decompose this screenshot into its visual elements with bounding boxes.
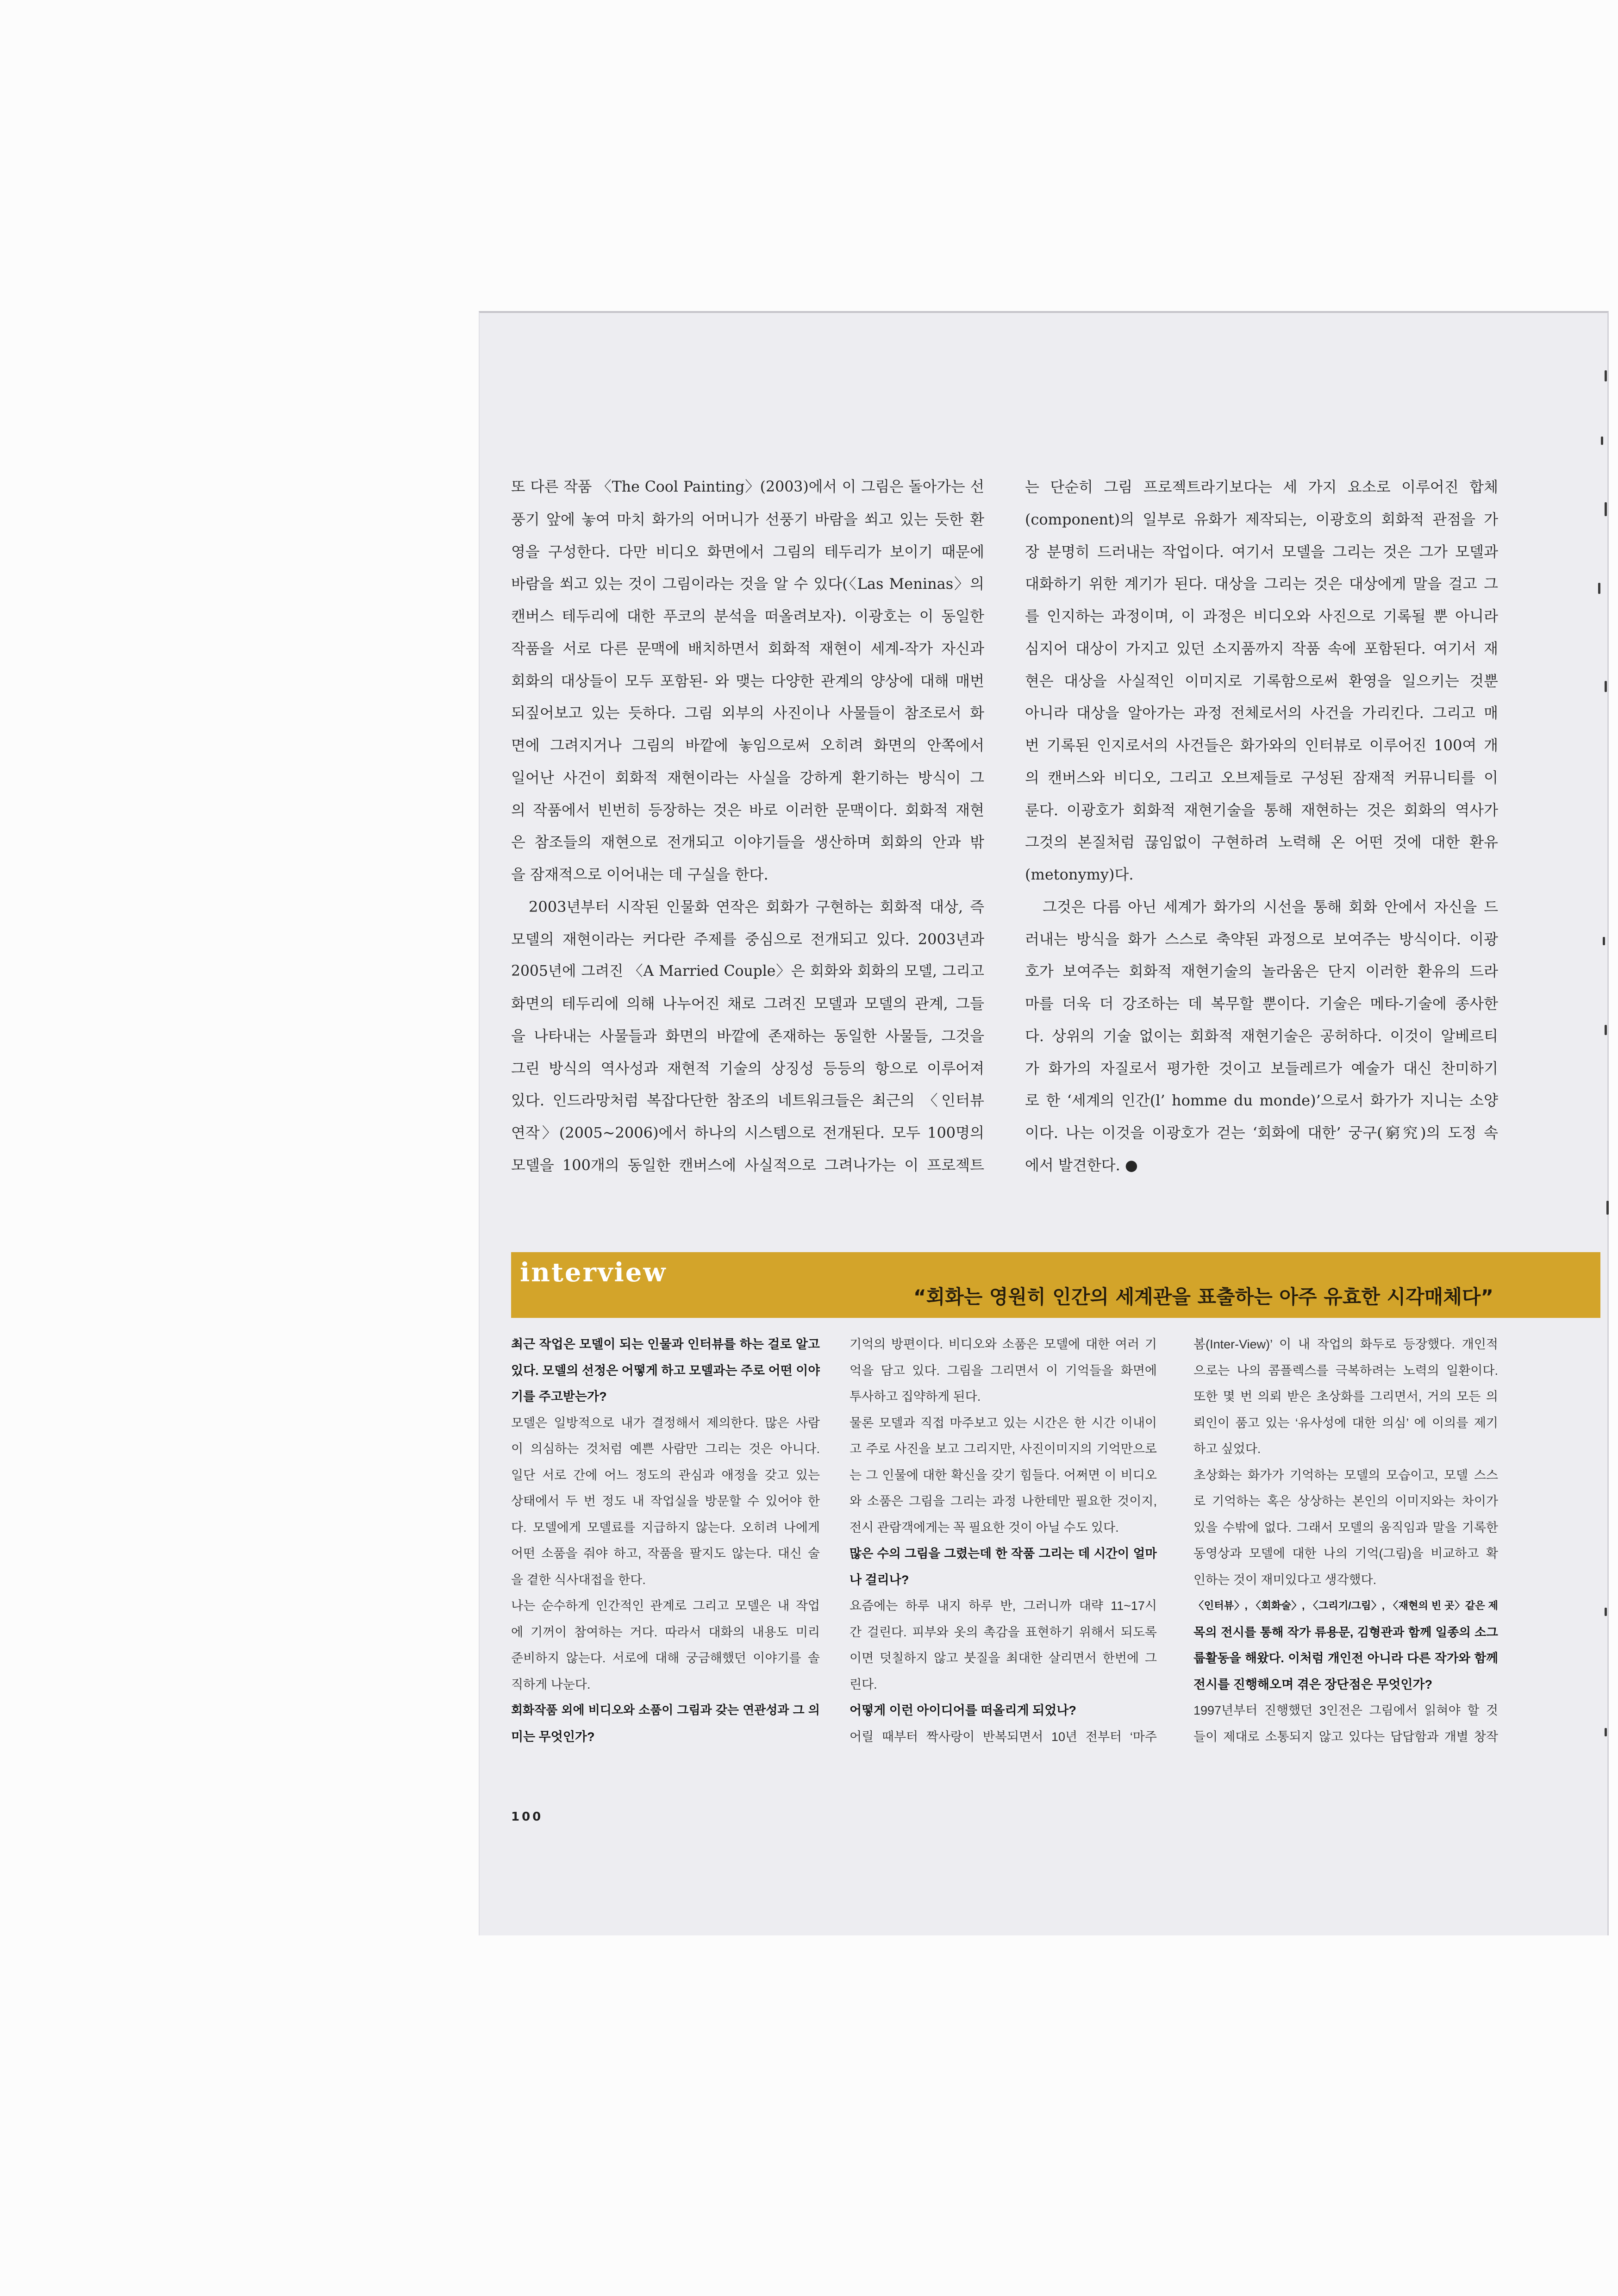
interview-answer-line: 투사하고 집약하게 된다. <box>850 1390 981 1404</box>
interview-banner <box>511 1252 1600 1318</box>
interview-answer-line: 모델은 일방적으로 내가 결정해서 제의한다. 많은 사람 <box>511 1416 820 1430</box>
interview-answer-line: 직하게 나눈다. <box>511 1677 591 1691</box>
article-line: 로 한 ‘세계의 인간(l’ homme du monde)’으로서 화가가 지니는 소양 <box>1025 1092 1498 1110</box>
interview-question-line: 미는 무엇인가? <box>511 1729 595 1744</box>
scan-artifact <box>1605 502 1607 516</box>
scan-artifact <box>1605 370 1607 381</box>
article-line: 연작〉(2005~2006)에서 하나의 시스템으로 전개된다. 모두 100명의 <box>511 1124 984 1142</box>
interview-answer-line: 있을 수밖에 없다. 그래서 모델의 움직임과 말을 기록한 <box>1193 1520 1498 1535</box>
article-line: 심지어 대상이 가지고 있던 소지품까지 작품 속에 포함된다. 여기서 재 <box>1025 639 1498 657</box>
interview-headline: “회화는 영원히 인간의 세계관을 표출하는 아주 유효한 시각매체다” <box>913 1285 1493 1308</box>
article-right-column <box>1025 471 1498 1182</box>
article-line: 일어난 사건이 회화적 재현이라는 사실을 강하게 환기하는 방식이 그 <box>511 768 984 786</box>
article-line: 풍기 앞에 놓여 마치 화가의 어머니가 선풍기 바람을 쐬고 있는 듯한 환 <box>511 510 984 528</box>
interview-question-line: 많은 수의 그림을 그렸는데 한 작품 그리는 데 시간이 얼마 <box>850 1547 1157 1560</box>
article-line: 회화의 대상들이 모두 포함된- 와 맺는 다양한 관계의 양상에 대해 매번 <box>511 672 984 690</box>
article-line: 모델을 100개의 동일한 캔버스에 사실적으로 그려나가는 이 프로젝트 <box>511 1156 984 1174</box>
interview-answer-line: 나는 순수하게 인간적인 관계로 그리고 모델은 내 작업 <box>511 1599 820 1613</box>
interview-answer-line: 상태에서 두 번 정도 내 작업실을 방문할 수 있어야 한 <box>511 1494 820 1508</box>
article-line: (metonymy)다. <box>1025 866 1134 883</box>
interview-answer-line: 물론 모델과 직접 마주보고 있는 시간은 한 시간 이내이 <box>850 1416 1157 1430</box>
interview-question-line: 기를 주고받는가? <box>511 1390 607 1404</box>
article-line: 대화하기 위한 계기가 된다. 대상을 그리는 것은 대상에게 말을 걸고 그 <box>1025 575 1498 593</box>
article-line: 또 다른 작품 〈The Cool Painting〉(2003)에서 이 그림은 돌아가는 선 <box>511 479 984 495</box>
interview-answer-line: 어떤 소품을 줘야 하고, 작품을 팔지도 않는다. 대신 술 <box>511 1547 820 1560</box>
interview-answer-line: 간 걸린다. 피부와 옷의 촉감을 표현하기 위해서 되도록 <box>850 1625 1157 1639</box>
article-line: 이다. 나는 이것을 이광호가 걷는 ‘회화에 대한’ 궁구(窮究)의 도정 속 <box>1025 1124 1498 1142</box>
article-line: 의 작품에서 빈번히 등장하는 것은 바로 이러한 문맥이다. 회화적 재현 <box>511 801 984 819</box>
article-line: (component)의 일부로 유화가 제작되는, 이광호의 회화적 관점을 가 <box>1025 510 1498 528</box>
interview-answer-line: 다. 모델에게 모델료를 지급하지 않는다. 오히려 나에게 <box>511 1520 820 1535</box>
interview-answer-line: 이 의심하는 것처럼 예쁜 사람만 그리는 것은 아니다. <box>511 1442 820 1456</box>
interview-question-line: 어떻게 이런 아이디어를 떠올리게 되었나? <box>850 1703 1076 1717</box>
article-left-column <box>511 471 984 1182</box>
interview-answer-line: 로 기억하는 혹은 상상하는 본인의 이미지와는 차이가 <box>1193 1494 1498 1508</box>
article-line: 캔버스 테두리에 대한 푸코의 분석을 떠올려보자). 이광호는 이 동일한 <box>511 607 984 625</box>
article-line: 호가 보여주는 회화적 재현기술의 놀라움은 단지 이러한 환유의 드라 <box>1025 962 1498 980</box>
article-line: 아니라 대상을 알아가는 과정 전체로서의 사건을 가리킨다. 그리고 매 <box>1025 704 1498 722</box>
interview-answer-line: 기억의 방편이다. 비디오와 소품은 모델에 대한 여러 기 <box>850 1337 1157 1351</box>
article-line: 을 나타내는 사물들과 화면의 바깥에 존재하는 동일한 사물들, 그것을 <box>511 1027 984 1045</box>
interview-answer-line: 일단 서로 간에 어느 정도의 관심과 애정을 갖고 있는 <box>511 1468 820 1482</box>
article-line: 면에 그려지거나 그림의 바깥에 놓임으로써 오히려 화면의 안쪽에서 <box>511 736 984 754</box>
interview-answer-line: 전시 관람객에게는 꼭 필요한 것이 아닐 수도 있다. <box>850 1520 1119 1535</box>
article-line: 그린 방식의 역사성과 재현적 기술의 상징성 등등의 항으로 이루어져 <box>511 1059 984 1077</box>
interview-answer-line: 을 곁한 식사대접을 한다. <box>511 1572 646 1587</box>
article-line: 되짚어보고 있는 듯하다. 그림 외부의 사진이나 사물들이 참조로서 화 <box>511 704 984 722</box>
interview-column-1 <box>511 1331 820 1750</box>
interview-answer-line: 봄(Inter-View)’ 이 내 작업의 화두로 등장했다. 개인적 <box>1193 1337 1498 1351</box>
interview-answer-line: 억을 담고 있다. 그림을 그리면서 이 기억들을 화면에 <box>850 1363 1157 1378</box>
scan-artifact <box>1605 1608 1607 1616</box>
article-line: 그것의 본질처럼 끊임없이 구현하려 노력해 온 어떤 것에 대한 환유 <box>1025 833 1498 851</box>
scan-artifact <box>1601 437 1603 445</box>
interview-question-line: 룹활동을 해왔다. 이처럼 개인전 아니라 다른 작가와 함께 <box>1193 1651 1498 1665</box>
article-line: 장 분명히 드러내는 작업이다. 여기서 모델을 그리는 것은 그가 모델과 <box>1025 543 1498 561</box>
article-line: 화면의 테두리에 의해 나누어진 채로 그려진 모델과 모델의 관계, 그들 <box>511 995 984 1012</box>
article-line: 는 단순히 그림 프로젝트라기보다는 세 가지 요소로 이루어진 합체 <box>1025 478 1498 496</box>
article-line: 번 기록된 인지로서의 사건들은 화가와의 인터뷰로 이루어진 100여 개 <box>1025 736 1498 754</box>
article-line: 러내는 방식을 화가 스스로 축약된 과정으로 보여주는 방식이다. 이광 <box>1025 930 1498 948</box>
interview-answer-line: 는 그 인물에 대한 확신을 갖기 힘들다. 어쩌면 이 비디오 <box>850 1468 1157 1482</box>
interview-answer-line: 뢰인이 품고 있는 ‘유사성에 대한 의심’ 에 이의를 제기 <box>1193 1416 1498 1430</box>
article-line: 다. 상위의 기술 없이는 회화적 재현기술은 공허하다. 이것이 알베르티 <box>1025 1027 1498 1045</box>
scan-artifact <box>1605 681 1607 692</box>
interview-answer-line: 동영상과 모델에 대한 나의 기억(그림)을 비교하고 확 <box>1193 1547 1498 1560</box>
interview-answer-line: 어릴 때부터 짝사랑이 반복되면서 10년 전부터 ‘마주 <box>850 1729 1157 1744</box>
scan-artifact <box>1605 1025 1607 1035</box>
article-line: 를 인지하는 과정이며, 이 과정은 비디오와 사진으로 기록될 뿐 아니라 <box>1025 607 1498 625</box>
interview-answer-line: 에 기꺼이 참여하는 거다. 따라서 대화의 내용도 미리 <box>511 1625 820 1639</box>
scan-artifact <box>1598 583 1600 594</box>
article-line: 룬다. 이광호가 회화적 재현기술을 통해 재현하는 것은 회화의 역사가 <box>1025 801 1498 819</box>
article-line: 있다. 인드라망처럼 복잡다단한 참조의 네트워크들은 최근의 〈인터뷰 <box>511 1092 984 1110</box>
interview-answer-line: 들이 제대로 소통되지 않고 있다는 답답함과 개별 창작 <box>1193 1729 1498 1744</box>
article-line: 바람을 쐬고 있는 것이 그림이라는 것을 알 수 있다(〈Las Meninas〉의 <box>511 575 984 593</box>
interview-answer-line: 고 주로 사진을 보고 그리지만, 사진이미지의 기억만으로 <box>850 1442 1157 1456</box>
article-paragraph-start: 2003년부터 시작된 인물화 연작은 회화가 구현하는 회화적 대상, 즉 <box>529 898 984 916</box>
interview-answer-line: 으로는 나의 콤플렉스를 극복하려는 노력의 일환이다. <box>1193 1363 1498 1378</box>
scan-artifact <box>1605 1728 1607 1736</box>
interview-question-line: 회화작품 외에 비디오와 소품이 그림과 갖는 연관성과 그 의 <box>511 1704 820 1717</box>
article-line: 마를 더욱 더 강조하는 데 복무할 뿐이다. 기술은 메타-기술에 종사한 <box>1025 995 1498 1012</box>
article-line: 현은 대상을 사실적인 이미지로 기록함으로써 환영을 일으키는 것뿐 <box>1025 672 1498 690</box>
interview-answer-line: 또한 몇 번 의뢰 받은 초상화를 그리면서, 거의 모든 의 <box>1193 1390 1498 1404</box>
interview-answer-line: 와 소품은 그림을 그리는 과정 나한테만 필요한 것이지, <box>850 1494 1157 1508</box>
page-number: 100 <box>511 1810 543 1824</box>
interview-question-line: 있다. 모델의 선정은 어떻게 하고 모델과는 주로 어떤 이야 <box>511 1363 820 1378</box>
interview-answer-line: 하고 싶었다. <box>1193 1442 1261 1456</box>
interview-answer-line: 인하는 것이 재미있다고 생각했다. <box>1193 1572 1377 1587</box>
article-line: 을 잠재적으로 이어내는 데 구실을 한다. <box>511 866 768 883</box>
interview-question-line: 목의 전시를 통해 작가 류용문, 김형관과 함께 일종의 소그 <box>1193 1625 1498 1639</box>
scan-artifact <box>1606 1201 1609 1215</box>
interview-column-3 <box>1193 1331 1498 1750</box>
interview-answer-line: 준비하지 않는다. 서로에 대해 궁금해했던 이야기를 솔 <box>511 1651 820 1665</box>
article-line: 에서 발견한다. ● <box>1025 1156 1138 1174</box>
article-line: 영을 구성한다. 다만 비디오 화면에서 그림의 테두리가 보이기 때문에 <box>511 543 984 561</box>
article-line: 의 캔버스와 비디오, 그리고 오브제들로 구성된 잠재적 커뮤니티를 이 <box>1025 768 1498 786</box>
article-line: 작품을 서로 다른 문맥에 배치하면서 회화적 재현이 세계-작가 자신과 <box>511 639 984 657</box>
interview-column-2 <box>850 1331 1157 1750</box>
interview-answer-line: 린다. <box>850 1677 877 1691</box>
interview-answer-line: 초상화는 화가가 기억하는 모델의 모습이고, 모델 스스 <box>1193 1468 1498 1482</box>
interview-question-line: 나 걸리나? <box>850 1572 909 1587</box>
article-paragraph-start: 그것은 다름 아닌 세계가 화가의 시선을 통해 회화 안에서 자신을 드 <box>1043 898 1498 916</box>
interview-label: interview <box>520 1257 667 1288</box>
article-line: 가 화가의 자질로서 평가한 것이고 보들레르가 예술가 대신 찬미하기 <box>1025 1059 1498 1077</box>
interview-answer-line: 이면 덧칠하지 않고 붓질을 최대한 살리면서 한번에 그 <box>850 1651 1157 1665</box>
interview-question-line: 〈인터뷰〉, 〈회화술〉, 〈그리기/그림〉, 〈재현의 빈 곳〉같은 제 <box>1193 1600 1498 1611</box>
interview-question-line: 최근 작업은 모델이 되는 인물과 인터뷰를 하는 걸로 알고 <box>511 1337 820 1351</box>
article-line: 은 참조들의 재현으로 전개되고 이야기들을 생산하며 회화의 안과 밖 <box>511 833 984 851</box>
article-line: 모델의 재현이라는 커다란 주제를 중심으로 전개되고 있다. 2003년과 <box>511 930 984 948</box>
scan-artifact <box>1603 937 1605 945</box>
interview-question-line: 전시를 진행해오며 겪은 장단점은 무엇인가? <box>1193 1677 1432 1691</box>
interview-answer-line: 1997년부터 진행했던 3인전은 그림에서 읽혀야 할 것 <box>1193 1703 1498 1717</box>
interview-answer-line: 요즘에는 하루 내지 하루 반, 그러니까 대략 11~17시 <box>850 1599 1157 1613</box>
article-line: 2005년에 그려진 〈A Married Couple〉은 회화와 회화의 모델, 그리고 <box>511 963 984 980</box>
